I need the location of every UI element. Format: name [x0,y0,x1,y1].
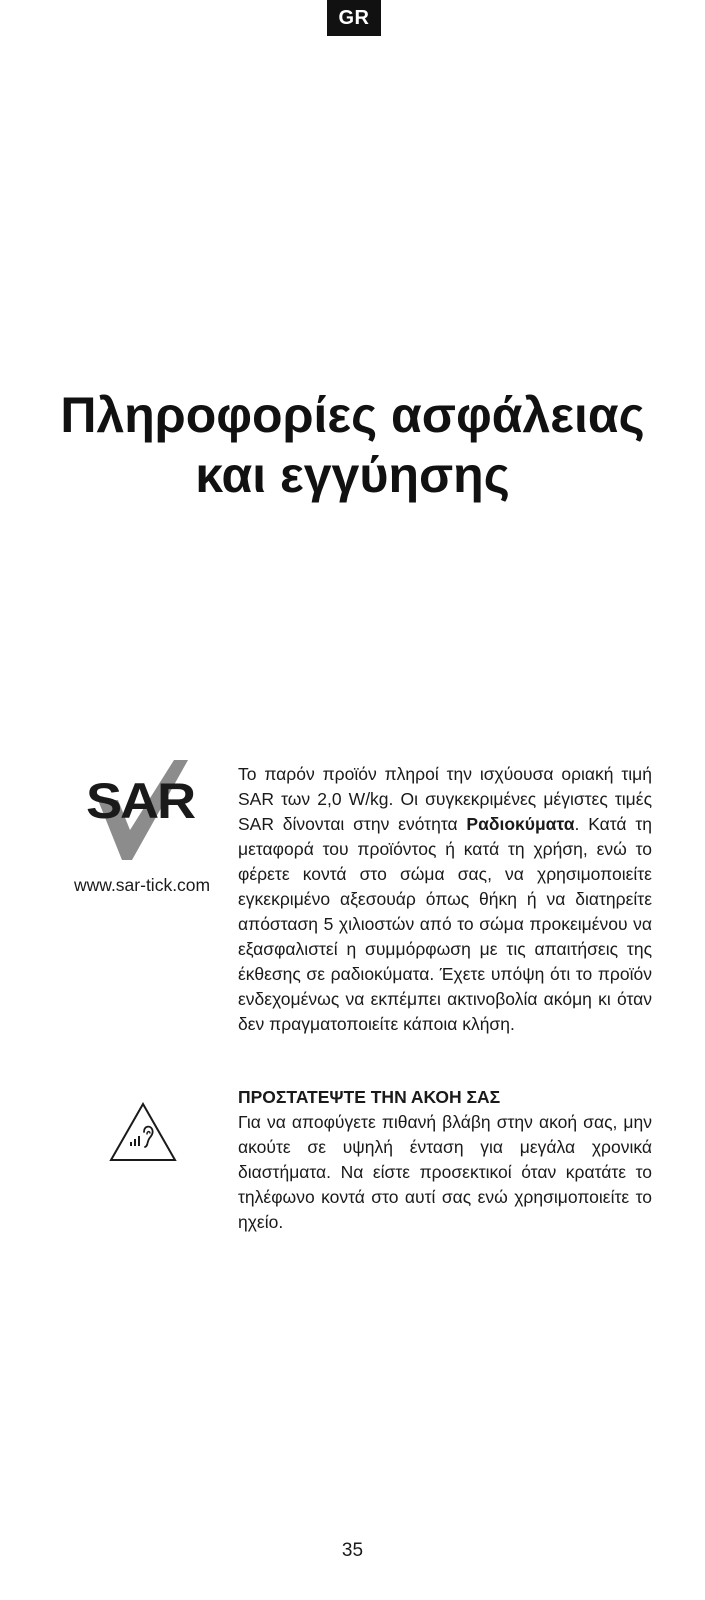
hearing-warning-icon [109,1102,177,1162]
hearing-heading: ΠΡΟΣΤΑΤΕΨΤΕ ΤΗΝ ΑΚΟΗ ΣΑΣ [238,1087,501,1107]
language-badge: GR [327,0,381,36]
sar-logo-text: SAR [86,773,197,829]
sar-text-part-1: Το παρόν προϊόν πληροί την ισχύουσα οριακή τιμή SAR των 2,0 W/kg. Οι συγκεκριμένες μέγιστες τιμές SAR δίνονται στην ενότητα [238,764,652,834]
page-title-line-1: Πληροφορίες ασφάλειας [60,387,645,443]
sar-tick-url: www.sar-tick.com [74,875,211,895]
page-title [0,385,705,505]
page-number: 35 [341,1540,364,1561]
page-title-line-2: και εγγύησης [195,447,510,503]
hearing-paragraph: Για να αποφύγετε πιθανή βλάβη στην ακοή σας, μην ακούτε σε υψηλή ένταση για μεγάλα χρονικά διαστήματα. Να είστε προσεκτικοί όταν κρατάτε το τηλέφωνο κοντά στο αυτί σας ενώ χρησιμοποιείτε το ηχείο. [238,1112,652,1232]
sar-text-part-2: . Κατά τη μεταφορά του προϊόντος ή κατά τη χρήση, ενώ το φέρετε κοντά στο σώμα σας, να χρησιμοποιείτε εγκεκριμένο αξεσουάρ όπως θήκη ή να διατηρείτε απόσταση 5 χιλιοστών από το σώμα προκειμένου να εξασφαλιστεί η συμμόρφωση με τις απαιτήσεις της έκθεσης σε ραδιοκύματα. Έχετε υπόψη ότι το προϊόν ενδεχομένως να εκπέμπει ακτινοβολία ακόμη κι όταν δεν πραγματοποιείτε κάποια κλήση. [238,814,653,1034]
sar-text-radio-waves: Ραδιοκύματα [466,814,575,834]
sar-tick-logo [86,760,206,870]
sar-paragraph [238,762,652,1037]
